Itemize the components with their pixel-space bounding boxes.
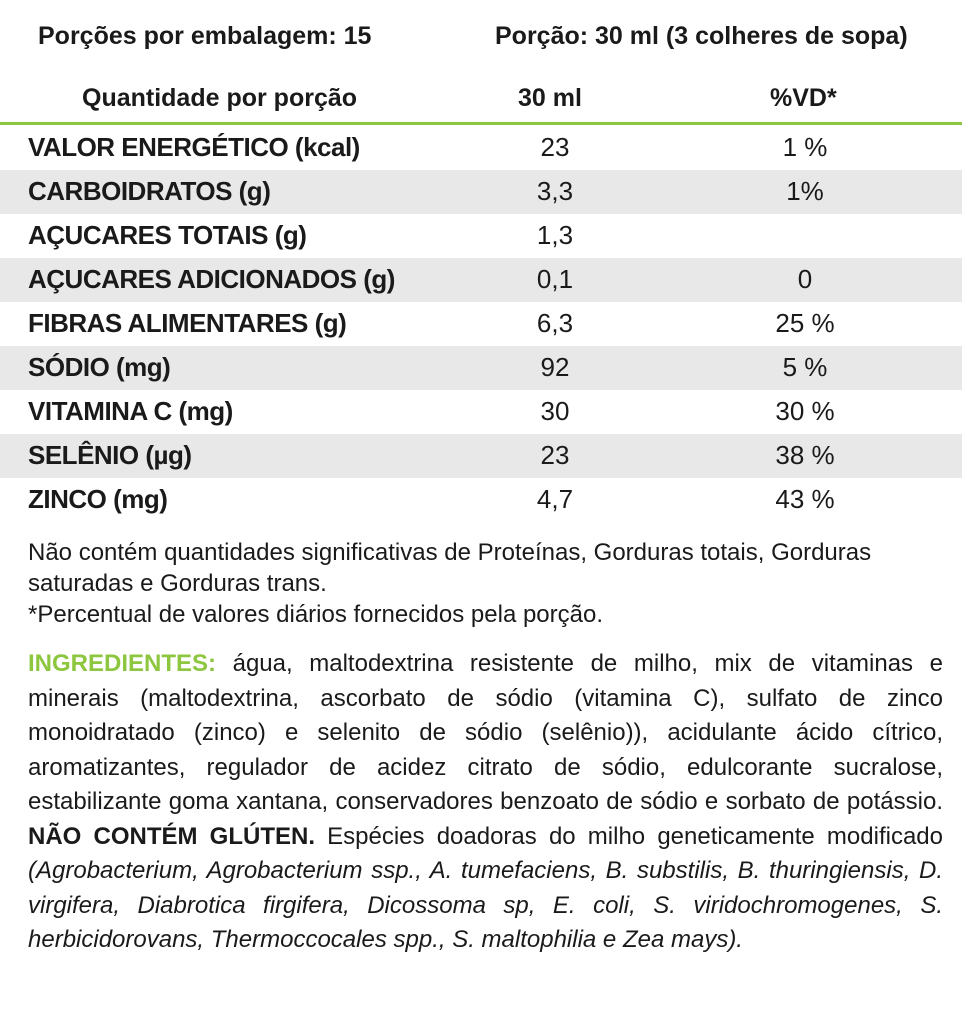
nutrient-label: SÓDIO (mg) [28,352,171,382]
servings-per-package: Porções por embalagem: 15 [38,22,372,50]
portion-size: Porção: 30 ml (3 colheres de sopa) [495,22,908,50]
nutrient-label: SELÊNIO (µg) [28,440,192,470]
species-intro: Espécies doadoras do milho geneticamente modificado [314,822,943,850]
nutrient-amount: 4,7 [536,484,574,514]
table-header [0,84,962,120]
species-list: (Agrobacterium, Agrobacterium ssp., A. tumefaciens, B. substilis, B. thuringiensis, D. virgifera, Diabrotica firgifera, Dicossoma sp, E. coli, S. viridochromogenes, S. herbicidorovans, Thermoccocales spp., S. maltophilia e Zea mays). [28,857,943,953]
table-row [0,302,962,346]
column-dv-header: %VD* [770,84,837,112]
nutrient-label: CARBOIDRATOS (g) [28,176,271,206]
nutrient-amount: 3,3 [536,176,574,206]
nutrient-amount: 23 [540,132,570,162]
nutrient-label: VITAMINA C (mg) [28,396,233,426]
ingredients-text: água, maltodextrina resistente de milho, mix de vitaminas e minerais (maltodextrina, ascorbato de sódio (vitamina C), sulfato de zinco monoidratado (zinco) e selenito de sódio (selênio)), acidulante ácido cítrico, aromatizantes, regulador de acidez citrato de sódio, edulcorante sucralose, estabilizante goma xantana, conservadores benzoato de sódio e sorbato de potássio. [28,650,943,815]
nutrient-label: AÇUCARES ADICIONADOS (g) [28,264,395,294]
table-row [0,126,962,170]
not-significant-note: Não contém quantidades significativas de Proteínas, Gorduras totais, Gorduras saturadas e Gorduras trans. [28,539,872,597]
nutrient-dv: 0 [797,264,813,294]
nutrition-table [0,126,962,522]
nutrient-label: ZINCO (mg) [28,484,168,514]
nutrient-dv: 38 % [775,440,835,470]
table-row [0,214,962,258]
table-row [0,346,962,390]
ingredients-label: INGREDIENTES: [28,650,217,677]
nutrient-dv: 5 % [782,352,828,382]
nutrient-label: AÇUCARES TOTAIS (g) [28,220,307,250]
nutrient-label: FIBRAS ALIMENTARES (g) [28,308,347,338]
nutrient-dv: 30 % [775,396,835,426]
column-quantity-header: Quantidade por porção [82,84,358,112]
dv-footnote: *Percentual de valores diários fornecidos pela porção. [28,601,604,628]
table-row [0,258,962,302]
nutrient-amount: 30 [540,396,570,426]
nutrient-dv: 43 % [775,484,835,514]
footnotes [28,537,943,630]
nutrient-amount: 6,3 [536,308,574,338]
column-amount-header: 30 ml [518,84,582,112]
table-row [0,478,962,522]
nutrient-amount: 92 [540,352,570,382]
nutrient-amount: 23 [540,440,570,470]
nutrient-dv: 25 % [775,308,835,338]
serving-info [0,22,962,58]
nutrient-amount: 0,1 [536,264,574,294]
gluten-warning: NÃO CONTÉM GLÚTEN. [28,822,315,850]
nutrient-label: VALOR ENERGÉTICO (kcal) [28,132,360,162]
nutrient-dv: 1 % [782,132,828,162]
nutrient-amount: 1,3 [536,220,574,250]
header-divider [0,122,962,125]
table-row [0,170,962,214]
ingredients-paragraph [28,647,943,958]
table-row [0,390,962,434]
table-row [0,434,962,478]
nutrient-dv: 1% [786,176,824,206]
